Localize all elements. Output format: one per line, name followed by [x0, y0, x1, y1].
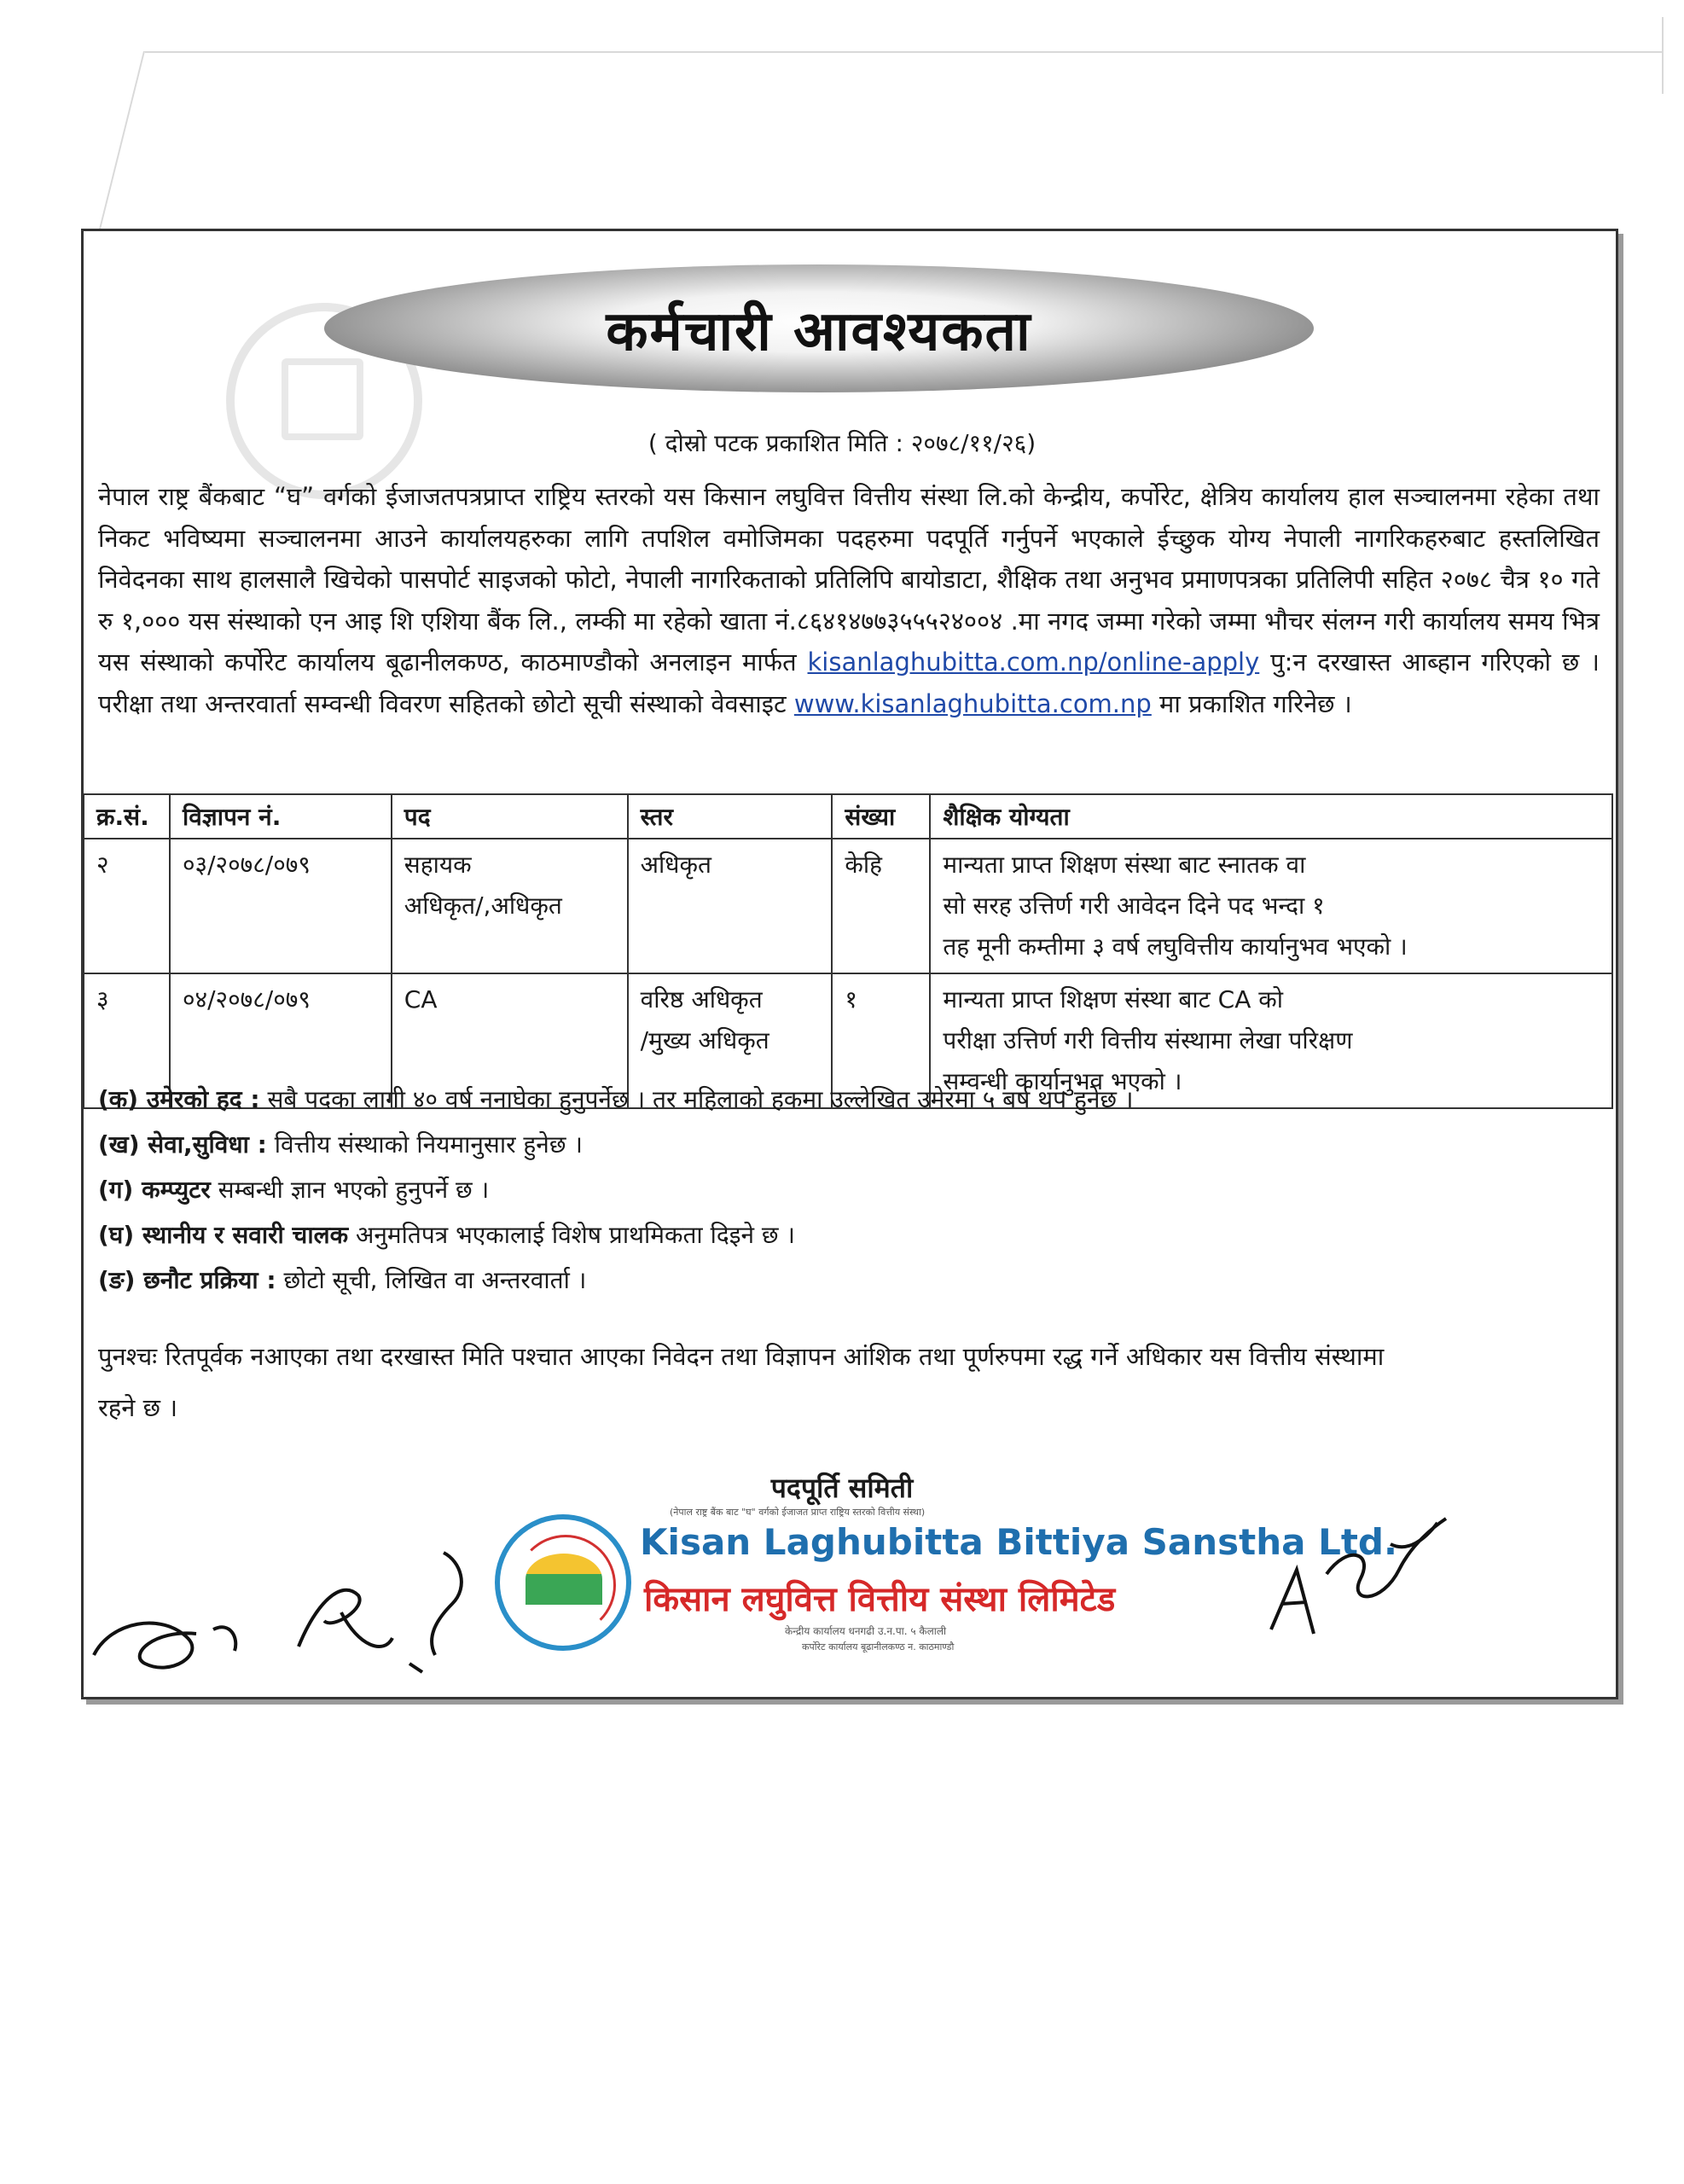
condition-label: (ङ) छनौट प्रक्रिया : — [98, 1266, 276, 1294]
publication-date: ( दोस्रो पटक प्रकाशित मिति : २०७८/११/२६) — [647, 429, 1037, 457]
qualification-line: परीक्षा उत्तिर्ण गरी वित्तीय संस्थामा लेखा परिक्षण — [943, 1026, 1353, 1054]
level-line: अधिकृत — [640, 851, 711, 879]
cell-sn: २ — [84, 839, 170, 973]
scan-edge-right — [1662, 17, 1664, 94]
condition-computer — [98, 1167, 1600, 1212]
conditions-list — [98, 1077, 1600, 1303]
condition-local-driver — [98, 1212, 1600, 1258]
cell-qualification — [930, 839, 1612, 973]
company-address-corporate: कर्पोरेट कार्यालय बूढानीलकण्ठ न. काठमाण्डौ — [802, 1641, 955, 1653]
condition-text: सबै पदका लागी ४० वर्ष ननाघेका हुनुपर्नेछ । तर महिलाको हकमा उल्लेखित उमेरमा ५ बर्ष थप हुनेछ । — [259, 1085, 1134, 1113]
condition-text: अनुमतिपत्र भएकालाई विशेष प्राथमिकता दिइने छ । — [348, 1221, 796, 1249]
notice-title: कर्मचारी आवश्यकता — [606, 299, 1032, 363]
vacancy-table — [83, 793, 1613, 1109]
qualification-line: सो सरह उत्तिर्ण गरी आवेदन दिने पद भन्दा १ — [943, 892, 1325, 920]
level-line: /मुख्य अधिकृत — [640, 1026, 769, 1054]
postscript-note: पुनश्चः रितपूर्वक नआएका तथा दरखास्त मिति पश्चात आएका निवेदन तथा विज्ञापन आंशिक तथा पूर्णरुपमा रद्ध गर्ने अधिकार यस वित्तीय संस्थामा रहने छ । — [98, 1342, 1385, 1422]
intro-paragraph — [98, 476, 1600, 724]
company-address-central: केन्द्रीय कार्यालय धनगढी उ.न.पा. ५ कैलाली — [785, 1625, 947, 1637]
company-name-np: किसान लघुवित्त वित्तीय संस्था लिमिटेड — [644, 1580, 1116, 1619]
condition-label: (ख) सेवा,सुविधा : — [98, 1130, 267, 1159]
scan-edge-top — [145, 51, 1664, 53]
header-qualification: शैक्षिक योग्यता — [930, 794, 1612, 839]
cell-count: केहि — [832, 839, 930, 973]
condition-label: (घ) स्थानीय र सवारी चालक — [98, 1221, 349, 1249]
condition-facilities — [98, 1122, 1600, 1167]
intro-text-1: नेपाल राष्ट्र बैंकबाट “घ” वर्गको ईजाजतपत्रप्राप्त राष्ट्रिय स्तरको यस किसान लघुवित्त वित्तीय संस्था लि.को केन्द्रीय, कर्पोरेट, क्षेत्रिय कार्यालय हाल सञ्चालनमा रहेका तथा निकट भविष्यमा सञ्चालनमा आउने कार्यालयहरुका लागि तपशिल वमोजिमका पदहरुमा पदपूर्ति गर्नुपर्ने भएकाले ईच्छुक योग्य नेपाली नागरिकहरुबाट हस्तलिखित निवेदनका साथ हालसालै खिचेको पासपोर्ट साइजको फोटो, नेपाली नागरिकताको प्रतिलिपि बायोडाटा, शैक्षिक तथा अनुभव प्रमाणपत्रका प्रतिलिपी सहित २०७८ चैत्र १० गते रु १,००० यस संस्थाको एन आइ शि एशिया बैंक लि., लम्की मा रहेको खाता नं.८६४१४७७३५५५२४००४ .मा नगद जम्मा गरेको जम्मा भौचर संलग्न गरी कार्यालय समय भित्र यस संस्थाको कर्पोरेट कार्यालय बूढानीलकण्ठ, काठमाण्डौको अनलाइन मार्फत — [98, 482, 1600, 677]
header-ad-no: विज्ञापन नं. — [170, 794, 392, 839]
cell-sn: ३ — [84, 973, 170, 1108]
condition-label: (क) उमेरको हद : — [98, 1085, 260, 1113]
cell-count: १ — [832, 973, 930, 1108]
table-row — [84, 839, 1612, 973]
post-line: सहायक — [404, 851, 472, 879]
post-line: CA — [404, 985, 438, 1014]
post-line: अधिकृत/,अधिकृत — [404, 892, 562, 920]
cell-ad-no: ०३/२०७८/०७९ — [170, 839, 392, 973]
signature-left-icon — [85, 1527, 478, 1689]
qualification-line: तह मूनी कम्तीमा ३ वर्ष लघुवित्तीय कार्यानुभव भएको । — [943, 932, 1408, 961]
condition-text: वित्तीय संस्थाको नियमानुसार हुनेछ । — [266, 1130, 583, 1159]
cell-level — [628, 839, 833, 973]
committee-title: पदपूर्ति समिती — [770, 1472, 914, 1504]
condition-selection — [98, 1258, 1600, 1303]
condition-text: सम्बन्धी ज्ञान भएको हुनुपर्ने छ । — [210, 1176, 490, 1204]
intro-text-2: पु:न दरखास्त आब्हान गरिएको छ । परीक्षा तथा अन्तरवार्ता सम्वन्धी विवरण सहितको छोटो सूची संस्थाको वेवसाइट — [98, 648, 1600, 718]
qualification-line: सम्वन्धी कार्यानुभव भएको । — [943, 1067, 1182, 1095]
header-count: संख्या — [832, 794, 930, 839]
condition-label: (ग) कम्प्युटर — [98, 1176, 211, 1204]
cell-ad-no: ०४/२०७८/०७९ — [170, 973, 392, 1108]
qualification-line: मान्यता प्राप्त शिक्षण संस्था बाट CA को — [943, 985, 1284, 1014]
website-link[interactable]: www.kisanlaghubitta.com.np — [793, 688, 1152, 718]
intro-text-3: मा प्रकाशित गरिनेछ । — [1151, 688, 1352, 718]
signature-right-icon — [1263, 1493, 1459, 1647]
company-name-en: Kisan Laghubitta Bittiya Sanstha Ltd. — [640, 1521, 1397, 1563]
table-header-row — [84, 794, 1612, 839]
condition-age-limit — [98, 1077, 1600, 1122]
logo-subtitle: (नेपाल राष्ट्र बैंक बाट "घ" वर्गको ईजाजत प्राप्त राष्ट्रिय स्तरको वित्तीय संस्था) — [670, 1507, 926, 1518]
qualification-line: मान्यता प्राप्त शिक्षण संस्था बाट स्नातक वा — [943, 851, 1306, 879]
company-seal-icon — [495, 1514, 631, 1651]
header-sn: क्र.सं. — [84, 794, 170, 839]
company-logo-block — [495, 1506, 1397, 1676]
title-banner — [324, 264, 1314, 392]
header-post: पद — [392, 794, 628, 839]
cell-post — [392, 839, 628, 973]
condition-text: छोटो सूची, लिखित वा अन्तरवार्ता । — [276, 1266, 587, 1294]
level-line: वरिष्ठ अधिकृत — [640, 985, 763, 1014]
header-level: स्तर — [628, 794, 833, 839]
online-apply-link[interactable]: kisanlaghubitta.com.np/online-apply — [807, 648, 1260, 677]
